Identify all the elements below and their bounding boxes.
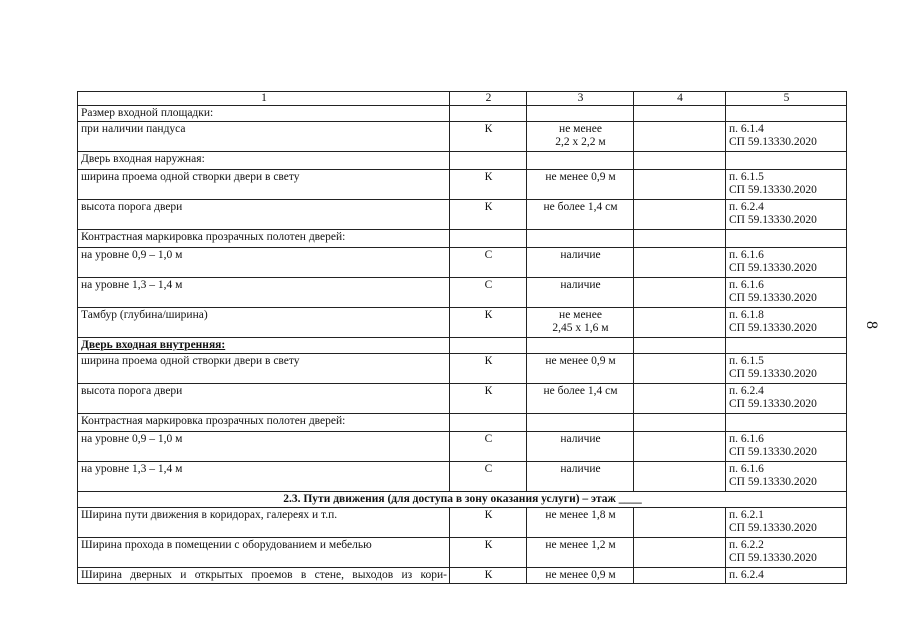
parameter-cell: ширина проема одной створки двери в свету xyxy=(78,354,450,384)
reference-cell xyxy=(726,414,847,432)
reference-cell: п. 6.1.6 СП 59.13330.2020 xyxy=(726,278,847,308)
table-row xyxy=(78,106,847,122)
actual-value-cell xyxy=(634,152,726,170)
norm-cell xyxy=(527,338,634,354)
actual-value-cell xyxy=(634,462,726,492)
column-number-3: 3 xyxy=(527,92,634,106)
actual-value-cell xyxy=(634,230,726,248)
actual-value-cell xyxy=(634,432,726,462)
table-row xyxy=(78,354,847,384)
parameter-cell: ширина проема одной створки двери в свету xyxy=(78,170,450,200)
category-cell xyxy=(450,338,527,354)
table-row xyxy=(78,414,847,432)
category-cell xyxy=(450,152,527,170)
reference-cell: п. 6.2.4 СП 59.13330.2020 xyxy=(726,200,847,230)
category-cell: К xyxy=(450,308,527,338)
norm-cell: не менее 1,2 м xyxy=(527,538,634,568)
norm-cell xyxy=(527,230,634,248)
reference-cell xyxy=(726,152,847,170)
category-cell: К xyxy=(450,538,527,568)
column-number-row xyxy=(78,92,847,106)
norm-cell xyxy=(527,152,634,170)
table-row xyxy=(78,248,847,278)
reference-cell xyxy=(726,338,847,354)
category-cell: К xyxy=(450,200,527,230)
column-number-1: 1 xyxy=(78,92,450,106)
category-cell: С xyxy=(450,432,527,462)
parameter-cell: Дверь входная внутренняя: xyxy=(78,338,450,354)
category-cell: С xyxy=(450,278,527,308)
category-cell: К xyxy=(450,170,527,200)
table-row xyxy=(78,122,847,152)
category-cell xyxy=(450,106,527,122)
column-number-5: 5 xyxy=(726,92,847,106)
actual-value-cell xyxy=(634,248,726,278)
parameter-cell: на уровне 0,9 – 1,0 м xyxy=(78,248,450,278)
norm-cell: не менее 0,9 м xyxy=(527,354,634,384)
reference-cell: п. 6.2.4 СП 59.13330.2020 xyxy=(726,384,847,414)
actual-value-cell xyxy=(634,414,726,432)
norm-cell: наличие xyxy=(527,278,634,308)
norm-cell: наличие xyxy=(527,462,634,492)
reference-cell: п. 6.2.2 СП 59.13330.2020 xyxy=(726,538,847,568)
reference-cell: п. 6.1.6 СП 59.13330.2020 xyxy=(726,432,847,462)
norm-cell: не более 1,4 см xyxy=(527,384,634,414)
actual-value-cell xyxy=(634,200,726,230)
table-row xyxy=(78,230,847,248)
table-row xyxy=(78,462,847,492)
table-row xyxy=(78,338,847,354)
norm-cell: не более 1,4 см xyxy=(527,200,634,230)
category-cell: К xyxy=(450,354,527,384)
table-row xyxy=(78,508,847,538)
table-row xyxy=(78,568,847,584)
requirements-table-body xyxy=(78,92,847,584)
table-row xyxy=(78,308,847,338)
reference-cell: п. 6.1.6 СП 59.13330.2020 xyxy=(726,462,847,492)
reference-cell: п. 6.2.1 СП 59.13330.2020 xyxy=(726,508,847,538)
reference-cell xyxy=(726,230,847,248)
actual-value-cell xyxy=(634,278,726,308)
category-cell xyxy=(450,230,527,248)
actual-value-cell xyxy=(634,170,726,200)
parameter-cell: Контрастная маркировка прозрачных полотен дверей: xyxy=(78,414,450,432)
table-row xyxy=(78,152,847,170)
category-cell: К xyxy=(450,384,527,414)
reference-cell: п. 6.1.6 СП 59.13330.2020 xyxy=(726,248,847,278)
reference-cell: п. 6.1.5 СП 59.13330.2020 xyxy=(726,170,847,200)
norm-cell: не менее 1,8 м xyxy=(527,508,634,538)
reference-cell: п. 6.1.8 СП 59.13330.2020 xyxy=(726,308,847,338)
norm-cell: не менее 0,9 м xyxy=(527,170,634,200)
actual-value-cell xyxy=(634,508,726,538)
norm-cell: наличие xyxy=(527,248,634,278)
column-number-4: 4 xyxy=(634,92,726,106)
table-row xyxy=(78,538,847,568)
category-cell: К xyxy=(450,508,527,538)
parameter-cell: Тамбур (глубина/ширина) xyxy=(78,308,450,338)
parameter-cell: Дверь входная наружная: xyxy=(78,152,450,170)
table-row xyxy=(78,278,847,308)
norm-cell: не менее 2,45 х 1,6 м xyxy=(527,308,634,338)
parameter-cell: на уровне 1,3 – 1,4 м xyxy=(78,462,450,492)
reference-cell: п. 6.1.5 СП 59.13330.2020 xyxy=(726,354,847,384)
category-cell: К xyxy=(450,568,527,584)
reference-cell: п. 6.2.4 xyxy=(726,568,847,584)
parameter-cell: высота порога двери xyxy=(78,384,450,414)
norm-cell: не менее 2,2 х 2,2 м xyxy=(527,122,634,152)
actual-value-cell xyxy=(634,568,726,584)
page-number: 8 xyxy=(863,321,880,329)
reference-cell: п. 6.1.4 СП 59.13330.2020 xyxy=(726,122,847,152)
actual-value-cell xyxy=(634,106,726,122)
parameter-cell: Ширина прохода в помещении с оборудованием и мебелью xyxy=(78,538,450,568)
parameter-cell: высота порога двери xyxy=(78,200,450,230)
table-row xyxy=(78,200,847,230)
actual-value-cell xyxy=(634,338,726,354)
parameter-cell: Размер входной площадки: xyxy=(78,106,450,122)
norm-cell xyxy=(527,414,634,432)
actual-value-cell xyxy=(634,384,726,414)
requirements-table xyxy=(77,91,847,584)
norm-cell: не менее 0,9 м xyxy=(527,568,634,584)
table-row xyxy=(78,432,847,462)
section-heading: 2.3. Пути движения (для доступа в зону оказания услуги) – этаж ____ xyxy=(78,492,847,508)
category-cell: С xyxy=(450,462,527,492)
section-heading-row xyxy=(78,492,847,508)
actual-value-cell xyxy=(634,354,726,384)
category-cell: К xyxy=(450,122,527,152)
table-row xyxy=(78,170,847,200)
parameter-cell: на уровне 1,3 – 1,4 м xyxy=(78,278,450,308)
table-row xyxy=(78,384,847,414)
parameter-cell: на уровне 0,9 – 1,0 м xyxy=(78,432,450,462)
reference-cell xyxy=(726,106,847,122)
column-number-2: 2 xyxy=(450,92,527,106)
actual-value-cell xyxy=(634,538,726,568)
parameter-cell: Ширина дверных и открытых проемов в стене, выходов из кори- xyxy=(78,568,450,584)
norm-cell xyxy=(527,106,634,122)
category-cell xyxy=(450,414,527,432)
norm-cell: наличие xyxy=(527,432,634,462)
parameter-cell: Контрастная маркировка прозрачных полотен дверей: xyxy=(78,230,450,248)
parameter-cell: при наличии пандуса xyxy=(78,122,450,152)
actual-value-cell xyxy=(634,308,726,338)
actual-value-cell xyxy=(634,122,726,152)
category-cell: С xyxy=(450,248,527,278)
parameter-cell: Ширина пути движения в коридорах, галереях и т.п. xyxy=(78,508,450,538)
